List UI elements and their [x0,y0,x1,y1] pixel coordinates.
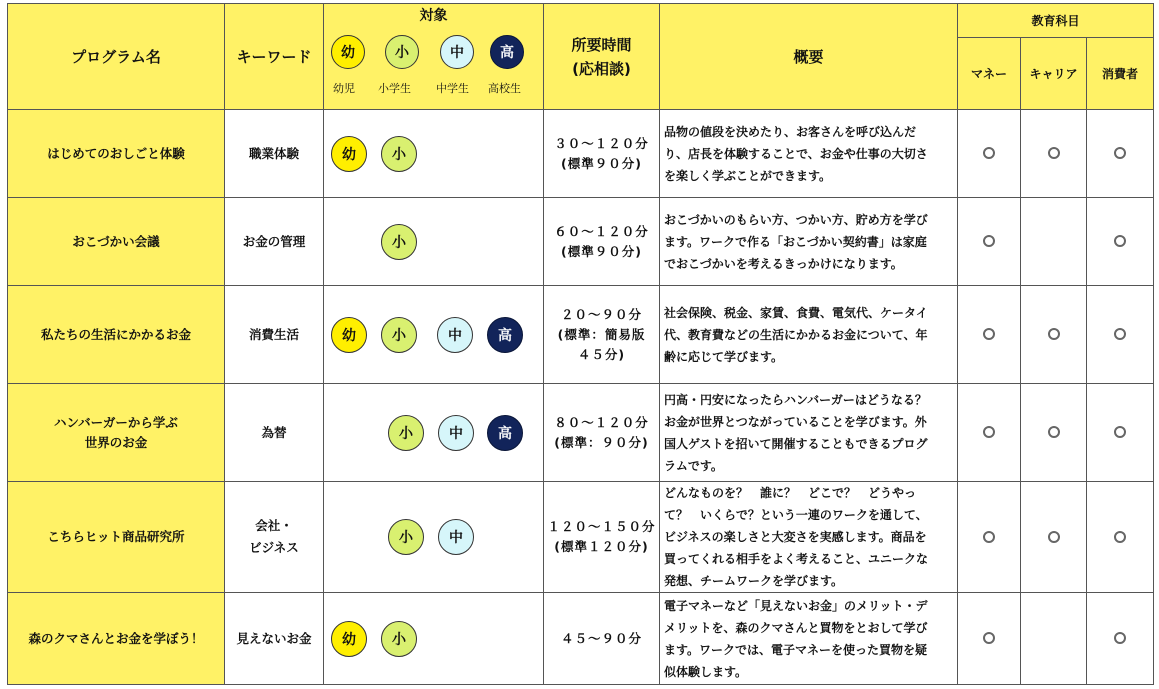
time-standard-extra: ４５分) [577,346,626,362]
circle-mark-icon [1114,531,1126,543]
summary-line: 似体験します。 [664,664,748,679]
header-target-labels [324,80,543,98]
keyword-cell [225,482,324,593]
summary-line: 代、教育費などの生活にかかるお金について、年 [664,327,928,342]
badge-kou: 高 [487,415,523,451]
target-cell [324,593,544,685]
circle-mark-icon [983,531,995,543]
circle-mark-icon [1114,328,1126,340]
circle-mark-icon [983,235,995,247]
summary-line: 円高・円安になったらハンバーガーはどうなる？ [664,392,927,407]
keyword: 消費生活 [248,326,299,342]
time-cell [544,482,660,593]
time-range: ３０～１２０分 [554,135,649,151]
keyword: 会社・ [255,518,293,533]
label-chugakusei: 中学生 [436,82,469,95]
header-time [544,4,660,110]
badge-sho: 小 [381,621,417,657]
program-table [7,3,1154,685]
table-row [8,482,1154,593]
header-subjects: 教育科目 [958,4,1154,38]
badge-sho: 小 [381,317,417,353]
header-program-name: プログラム名 [8,4,225,110]
mark-money [958,384,1021,482]
circle-mark-icon [983,328,995,340]
mark-money [958,110,1021,198]
mark-money [958,593,1021,685]
summary-cell [660,110,958,198]
program-name-line2: 世界のお金 [84,434,148,450]
header-target-badges [324,26,543,80]
program-name: はじめてのおしごと体験 [47,145,185,161]
mark-consumer [1087,198,1154,286]
time-range: ６０～１２０分 [554,223,649,239]
summary-line: 国人ゲストを招いて開催することもできるプログ [664,436,928,451]
time-cell [544,593,660,685]
mark-career [1021,482,1087,593]
mark-money [958,482,1021,593]
program-name-cell [8,286,225,384]
time-cell [544,110,660,198]
table-row [8,384,1154,482]
circle-mark-icon [1114,426,1126,438]
keyword: 見えないお金 [236,630,312,646]
badge-you: 幼 [331,136,367,172]
time-cell [544,286,660,384]
mark-consumer [1087,286,1154,384]
summary-line: を楽しく学ぶことができます。 [664,168,832,183]
keyword: お金の管理 [242,233,306,249]
keyword-cell [225,384,324,482]
time-range: ２０～９０分 [560,306,642,322]
circle-mark-icon [1048,426,1060,438]
badge-sho: 小 [388,519,424,555]
mark-consumer [1087,593,1154,685]
time-standard: (標準１２０分) [554,539,649,554]
mark-career [1021,286,1087,384]
summary-cell [660,593,958,685]
summary-line: おこづかいのもらい方、つかい方、貯め方を学び [664,212,928,227]
mark-career [1021,110,1087,198]
badge-kou-header: 高 [490,35,524,69]
label-youji: 幼児 [333,82,355,95]
summary-line: 齢に応じて学びます。 [664,349,784,364]
badge-you: 幼 [331,317,367,353]
target-cell [324,110,544,198]
header-subject-consumer: 消費者 [1087,38,1154,110]
summary-cell [660,286,958,384]
circle-mark-icon [1048,147,1060,159]
mark-money [958,286,1021,384]
summary-line: 発想、チームワークを学びます。 [664,574,844,588]
time-range: ４５～９０分 [560,630,642,646]
keyword-cell [225,593,324,685]
mark-money [958,198,1021,286]
summary-line: でおこづかいを考えるきっかけになります。 [664,256,903,271]
program-name: こちらヒット商品研究所 [47,529,185,544]
time-standard: (標準９０分) [561,155,642,171]
circle-mark-icon [983,147,995,159]
program-name-cell [8,593,225,685]
badge-sho: 小 [381,224,417,260]
target-cell [324,286,544,384]
time-cell [544,198,660,286]
summary-line: ます。ワークで作る「おこづかい契約書」は家庭 [664,234,927,249]
target-cell [324,384,544,482]
mark-consumer [1087,384,1154,482]
badge-sho-header: 小 [385,35,419,69]
label-kokosei: 高校生 [488,82,521,95]
summary-cell [660,482,958,593]
time-standard: (標準：簡易版 [557,326,646,342]
time-cell [544,384,660,482]
badge-sho: 小 [388,415,424,451]
mark-career [1021,384,1087,482]
mark-career [1021,198,1087,286]
summary-line: 品物の値段を決めたり、お客さんを呼び込んだ [664,124,917,139]
badge-sho: 小 [381,136,417,172]
keyword: 為替 [261,424,287,440]
time-standard: (標準：９０分) [554,434,649,450]
mark-consumer [1087,482,1154,593]
header-target [324,4,544,110]
table-row [8,110,1154,198]
circle-mark-icon [983,632,995,644]
target-cell [324,482,544,593]
summary-cell [660,198,958,286]
badge-chu: 中 [438,415,474,451]
badge-kou: 高 [487,317,523,353]
summary-line: り、店長を体験することで、お金や仕事の大切さ [664,146,928,161]
circle-mark-icon [1048,328,1060,340]
time-range: ８０～１２０分 [554,414,649,430]
summary-line: メリットを、森のクマさんと買物をとおして学び [664,620,928,635]
time-range: １２０～１５０分 [547,519,656,534]
header-subject-money: マネー [958,38,1021,110]
header-target-title: 対象 [419,8,448,24]
keyword-cell [225,198,324,286]
time-standard: (標準９０分) [561,243,642,259]
program-name: おこづかい会議 [72,233,160,249]
program-name: 森のクマさんとお金を学ぼう！ [28,630,204,646]
summary-line: 社会保険、税金、家賃、食費、電気代、ケータイ [664,305,928,320]
mark-career [1021,593,1087,685]
badge-chu: 中 [438,519,474,555]
summary-line: 電子マネーなど「見えないお金」のメリット・デ [664,598,928,613]
summary-line: ラムです。 [664,458,723,473]
summary-cell [660,384,958,482]
table-row [8,198,1154,286]
summary-line: お金が世界とつながっていることを学びます。外 [664,414,927,429]
circle-mark-icon [1048,531,1060,543]
header-subject-career: キャリア [1021,38,1087,110]
program-name-cell [8,482,225,593]
circle-mark-icon [1114,632,1126,644]
circle-mark-icon [1114,147,1126,159]
summary-line: て？ いくらで？という一連のワークを通して、 [664,508,928,522]
keyword-line2: ビジネス [249,540,299,555]
table-row [8,593,1154,685]
badge-chu-header: 中 [440,35,474,69]
summary-line: ビジネスの楽しさと大変さを実感します。商品を [664,530,927,544]
program-name-cell [8,384,225,482]
badge-you: 幼 [331,621,367,657]
program-name-cell [8,198,225,286]
program-name: 私たちの生活にかかるお金 [40,326,191,342]
circle-mark-icon [983,426,995,438]
badge-chu: 中 [437,317,473,353]
header-time-line1: 所要時間 [571,35,632,54]
summary-line: 買ってくれる相手をよく考えること、ユニークな [664,552,929,566]
keyword-cell [225,286,324,384]
circle-mark-icon [1114,235,1126,247]
keyword: 職業体験 [248,145,299,161]
header-time-line2: (応相談) [572,59,631,78]
program-name: ハンバーガーから学ぶ [54,414,178,430]
label-shogakusei: 小学生 [378,82,411,95]
mark-consumer [1087,110,1154,198]
program-name-cell [8,110,225,198]
summary-line: ます。ワークでは、電子マネーを使った買物を疑 [664,642,928,657]
header-summary: 概要 [660,4,958,110]
header-keyword: キーワード [225,4,324,110]
summary-line: どんなものを？ 誰に？ どこで？ どうやっ [664,486,917,500]
target-cell [324,198,544,286]
badge-you-header: 幼 [331,35,365,69]
table-row [8,286,1154,384]
keyword-cell [225,110,324,198]
